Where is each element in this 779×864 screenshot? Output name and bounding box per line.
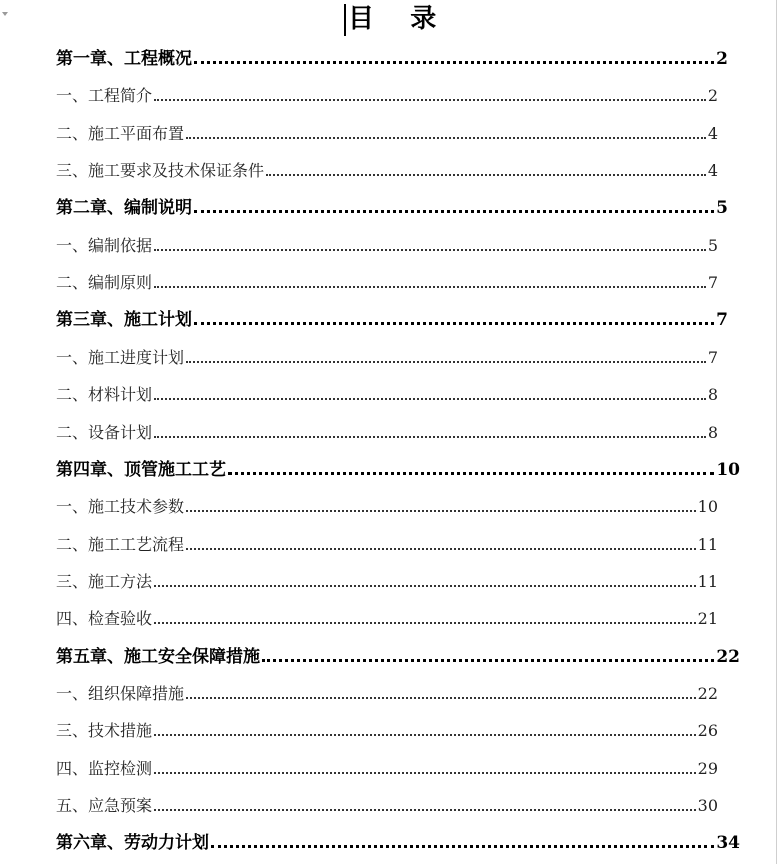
toc-dot-leader (194, 210, 714, 213)
toc-dot-leader (154, 809, 696, 811)
toc-dot-leader (186, 361, 706, 363)
toc-page-number: 5 (707, 235, 718, 255)
toc-page-number: 11 (697, 534, 718, 554)
toc-entry-label: 一、施工进度计划 (56, 347, 185, 367)
toc-section-entry[interactable] (56, 531, 718, 557)
toc-page-number: 7 (716, 310, 728, 331)
toc-section-entry[interactable] (56, 717, 718, 743)
toc-chapter-entry[interactable] (56, 306, 728, 332)
toc-chapter-entry[interactable] (56, 456, 740, 482)
toc-entry-label: 一、工程简介 (56, 86, 153, 106)
toc-section-entry[interactable] (56, 755, 718, 781)
toc-entry-label: 二、编制原则 (56, 273, 153, 293)
toc-chapter-entry[interactable] (56, 45, 728, 71)
toc-dot-leader (186, 697, 696, 699)
toc-dot-leader (154, 286, 706, 288)
toc-page-number: 11 (697, 571, 718, 591)
toc-dot-leader (154, 622, 696, 624)
toc-page-number: 26 (697, 721, 718, 741)
toc-page-number: 8 (707, 422, 718, 442)
toc-chapter-entry[interactable] (56, 829, 740, 855)
toc-chapter-entry[interactable] (56, 643, 740, 669)
toc-section-entry[interactable] (56, 344, 718, 370)
toc-entry-label: 一、施工技术参数 (56, 497, 185, 517)
toc-entry-label: 第三章、施工计划 (56, 310, 192, 331)
toc-section-entry[interactable] (56, 680, 718, 706)
toc-page-number: 29 (697, 758, 718, 778)
toc-section-entry[interactable] (56, 792, 718, 818)
toc-dot-leader (186, 137, 706, 139)
toc-chapter-entry[interactable] (56, 194, 728, 220)
toc-entry-label: 二、设备计划 (56, 422, 153, 442)
toc-page-number: 4 (707, 123, 718, 143)
toc-dot-leader (228, 472, 714, 475)
toc-dot-leader (154, 99, 706, 101)
toc-page-number: 22 (716, 646, 740, 667)
toc-title: 目 录 (348, 4, 437, 34)
toc-entry-label: 三、施工方法 (56, 571, 153, 591)
toc-section-entry[interactable] (56, 568, 718, 594)
toc-dot-leader (154, 436, 706, 438)
toc-page-number: 10 (716, 459, 740, 480)
toc-page-number: 7 (707, 347, 718, 367)
toc-entry-label: 一、组织保障措施 (56, 683, 185, 703)
toc-entry-label: 二、材料计划 (56, 385, 153, 405)
toc-page-number: 7 (707, 273, 718, 293)
toc-dot-leader (194, 61, 714, 64)
toc-dot-leader (194, 322, 714, 325)
toc-entry-label: 四、检查验收 (56, 609, 153, 629)
toc-page-number: 10 (697, 497, 718, 517)
toc-entry-label: 第四章、顶管施工工艺 (56, 459, 226, 480)
toc-dot-leader (266, 174, 706, 176)
toc-page-number: 2 (707, 86, 718, 106)
toc-entry-label: 五、应急预案 (56, 796, 153, 815)
toc-dot-leader (186, 510, 696, 512)
toc-entry-label: 第二章、编制说明 (56, 198, 192, 219)
toc-section-entry[interactable] (56, 120, 718, 146)
toc-dot-leader (262, 659, 714, 662)
toc-dot-leader (154, 249, 706, 251)
toc-page-number: 4 (707, 161, 718, 181)
toc-entry-label: 二、施工工艺流程 (56, 534, 185, 554)
toc-section-entry[interactable] (56, 82, 718, 108)
toc-section-entry[interactable] (56, 419, 718, 445)
toc-entry-label: 三、施工要求及技术保证条件 (56, 161, 265, 181)
toc-entry-label: 第五章、施工安全保障措施 (56, 646, 260, 667)
toc-entry-label: 第一章、工程概况 (56, 49, 192, 69)
toc-section-entry[interactable] (56, 157, 718, 183)
toc-page-number: 2 (716, 49, 728, 69)
toc-dot-leader (154, 772, 696, 774)
toc-page-number: 5 (716, 198, 728, 219)
toc-page-number: 22 (697, 683, 718, 703)
toc-page-number: 34 (716, 833, 740, 854)
toc-section-entry[interactable] (56, 381, 718, 407)
toc-entry-label: 一、编制依据 (56, 235, 153, 255)
toc-entry-label: 三、技术措施 (56, 721, 153, 741)
toc-dot-leader (154, 734, 696, 736)
toc-entry-label: 第六章、劳动力计划 (56, 833, 209, 854)
toc-entry-label: 二、施工平面布置 (56, 123, 185, 143)
toc-section-entry[interactable] (56, 493, 718, 519)
toc-dot-leader (211, 845, 714, 848)
toc-section-entry[interactable] (56, 605, 718, 631)
toc-section-entry[interactable] (56, 269, 718, 295)
toc-page-number: 8 (707, 385, 718, 405)
toc-dot-leader (186, 548, 696, 550)
toc-page-number: 30 (697, 796, 718, 815)
toc-entry-label: 四、监控检测 (56, 758, 153, 778)
toc-dot-leader (154, 585, 696, 587)
toc-page-number: 21 (697, 609, 718, 629)
toc-section-entry[interactable] (56, 232, 718, 258)
toc-dot-leader (154, 398, 706, 400)
